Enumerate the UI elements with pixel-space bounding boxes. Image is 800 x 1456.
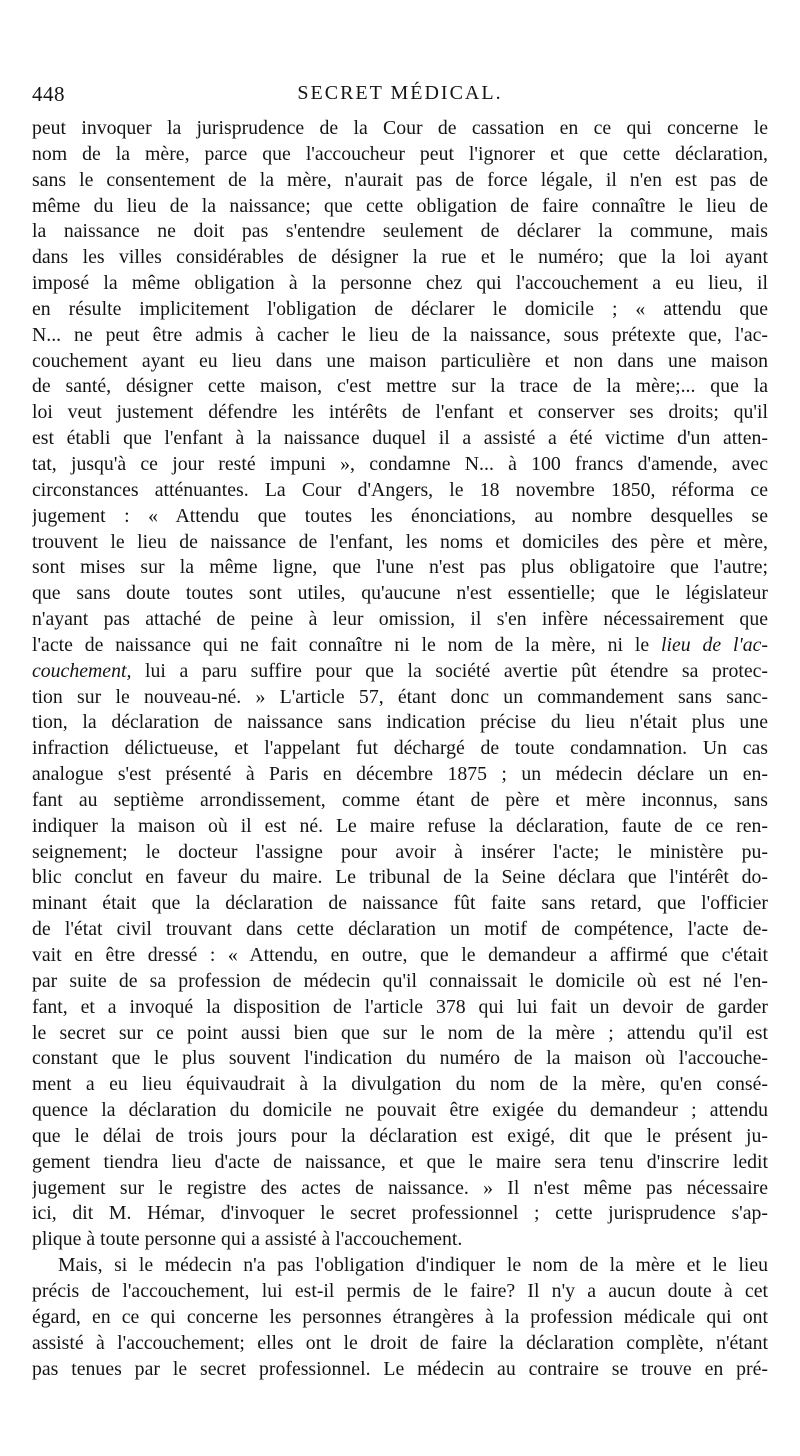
text-line: vait en être dressé : « Attendu, en outre, que le demandeur a affirmé que c'était [32,944,768,966]
text-line: fant au septième arrondissement, comme étant de père et mère inconnus, sans [32,788,768,811]
text-line: seignement; le docteur l'assigne pour avoir à insérer l'acte; le ministère pu- [32,840,768,863]
text-line: dans les villes considérables de désigner la rue et le numéro; que la loi ayant [32,246,768,269]
text-line: précis de l'accouchement, lui est-il permis de le faire? Il n'y a aucun doute à cet [32,1279,768,1302]
text-line: sont mises sur la même ligne, que l'une n'est pas plus obligatoire que l'autre; [32,556,768,579]
text-line: infraction délictueuse, et l'appelant fut déchargé de toute condamnation. Un cas [32,737,768,760]
text-line: imposé la même obligation à la personne chez qui l'accouchement a eu lieu, il [32,272,768,295]
text-line: égard, en ce qui concerne les personnes étrangères à la profession médicale qui ont [32,1305,768,1328]
text-line: ment a eu lieu équivaudrait à la divulgation du nom de la mère, qu'en consé- [32,1073,768,1096]
text-line: tat, jusqu'à ce jour resté impuni », condamne N... à 100 francs d'amende, avec [32,452,768,475]
text-line: jugement sur le registre des actes de naissance. » Il n'est même pas nécessaire [32,1176,768,1199]
text-line: indiquer la maison où il est né. Le maire refuse la déclaration, faute de ce ren- [32,814,768,837]
page-header [32,82,768,110]
text-line: analogue s'est présenté à Paris en décembre 1875 ; un médecin déclare un en- [32,763,768,786]
text-line: par suite de sa profession de médecin qu'il connaissait le domicile où est né l'en- [32,969,768,992]
text-line: l'acte de naissance qui ne fait connaître ni le nom de la mère, ni le lieu de l'ac- [32,633,768,656]
text-line: tion sur le nouveau-né. » L'article 57, étant donc un commandement sans sanc- [32,685,768,708]
paragraph [32,1253,768,1382]
text-line: blic conclut en faveur du maire. Le tribunal de la Seine déclara que l'intérêt do- [32,866,768,889]
page-number: 448 [32,82,65,106]
text-line: est établi que l'enfant à la naissance duquel il a assisté a été victime d'un atten- [32,427,768,450]
paragraph [32,116,768,1253]
text-line: jugement : « Attendu que toutes les énonciations, au nombre desquelles se [32,504,768,527]
text-line: pas tenues par le secret professionnel. Le médecin au contraire se trouve en pré- [32,1357,768,1380]
italic-phrase: lieu de l'ac- [660,633,768,656]
text-line: de l'état civil trouvant dans cette déclaration un motif de compétence, l'acte de- [32,918,768,941]
text-line: sans le consentement de la mère, n'aurait pas de force légale, il n'en est pas de [32,168,768,191]
text-line: que sans doute toutes sont utiles, qu'aucune n'est essentielle; que le législateur [32,582,768,605]
text-line: ici, dit M. Hémar, d'invoquer le secret professionnel ; cette jurisprudence s'ap- [32,1202,768,1225]
text-line: trouvent le lieu de naissance de l'enfant, les noms et domiciles des père et mère, [32,530,768,553]
text-line: de santé, désigner cette maison, c'est mettre sur la trace de la mère;... que la [32,375,768,398]
text-line: couchement, lui a paru suffire pour que la société avertie pût étendre sa protec- [32,659,768,682]
text-line: minant était que la déclaration de naissance fût faite sans retard, que l'officier [32,892,768,915]
text-line: Mais, si le médecin n'a pas l'obligation d'indiquer le nom de la mère et le lieu [58,1254,768,1277]
text-line: circonstances atténuantes. La Cour d'Angers, le 18 novembre 1850, réforma ce [32,478,768,501]
text-line: que le délai de trois jours pour la déclaration est exigé, dit que le présent ju- [32,1124,768,1147]
text-line: loi veut justement défendre les intérêts de l'enfant et conserver ses droits; qu'il [32,401,768,424]
text-line: plique à toute personne qui a assisté à l'accouchement. [32,1228,463,1251]
text-line: quence la déclaration du domicile ne pouvait être exigée du demandeur ; attendu [32,1099,768,1122]
text-line: peut invoquer la jurisprudence de la Cour de cassation en ce qui concerne le [32,117,768,139]
text-line: la naissance ne doit pas s'entendre seulement de déclarer la commune, mais [32,220,768,243]
text-line: fant, et a invoqué la disposition de l'article 378 qui lui fait un devoir de garder [32,995,768,1018]
text-line: constant que le plus souvent l'indication du numéro de la maison où l'accouche- [32,1047,768,1070]
text-line: gement tiendra lieu d'acte de naissance, et que le maire sera tenu d'inscrire ledit [32,1150,768,1173]
text-line: nom de la mère, parce que l'accoucheur peut l'ignorer et que cette déclaration, [32,142,768,165]
text-line: même du lieu de la naissance; que cette obligation de faire connaître le lieu de [32,194,768,217]
text-line: couchement ayant eu lieu dans une maison particulière et non dans une maison [32,349,768,372]
text-line: tion, la déclaration de naissance sans indication précise du lieu n'était plus une [32,711,768,734]
text-line: le secret sur ce point aussi bien que sur le nom de la mère ; attendu qu'il est [32,1021,768,1044]
italic-phrase: couchement, [32,659,132,682]
text-line: assisté à l'accouchement; elles ont le droit de faire la déclaration complète, n'étant [32,1331,768,1354]
text-line: n'ayant pas attaché de peine à leur omission, il s'en infère nécessairement que [32,608,768,631]
body-text [32,116,768,1382]
text-line: en résulte implicitement l'obligation de déclarer le domicile ; « attendu que [32,297,768,320]
text-line: N... ne peut être admis à cacher le lieu de la naissance, sous prétexte que, l'ac- [32,323,768,346]
running-title: SECRET MÉDICAL. [297,82,503,104]
